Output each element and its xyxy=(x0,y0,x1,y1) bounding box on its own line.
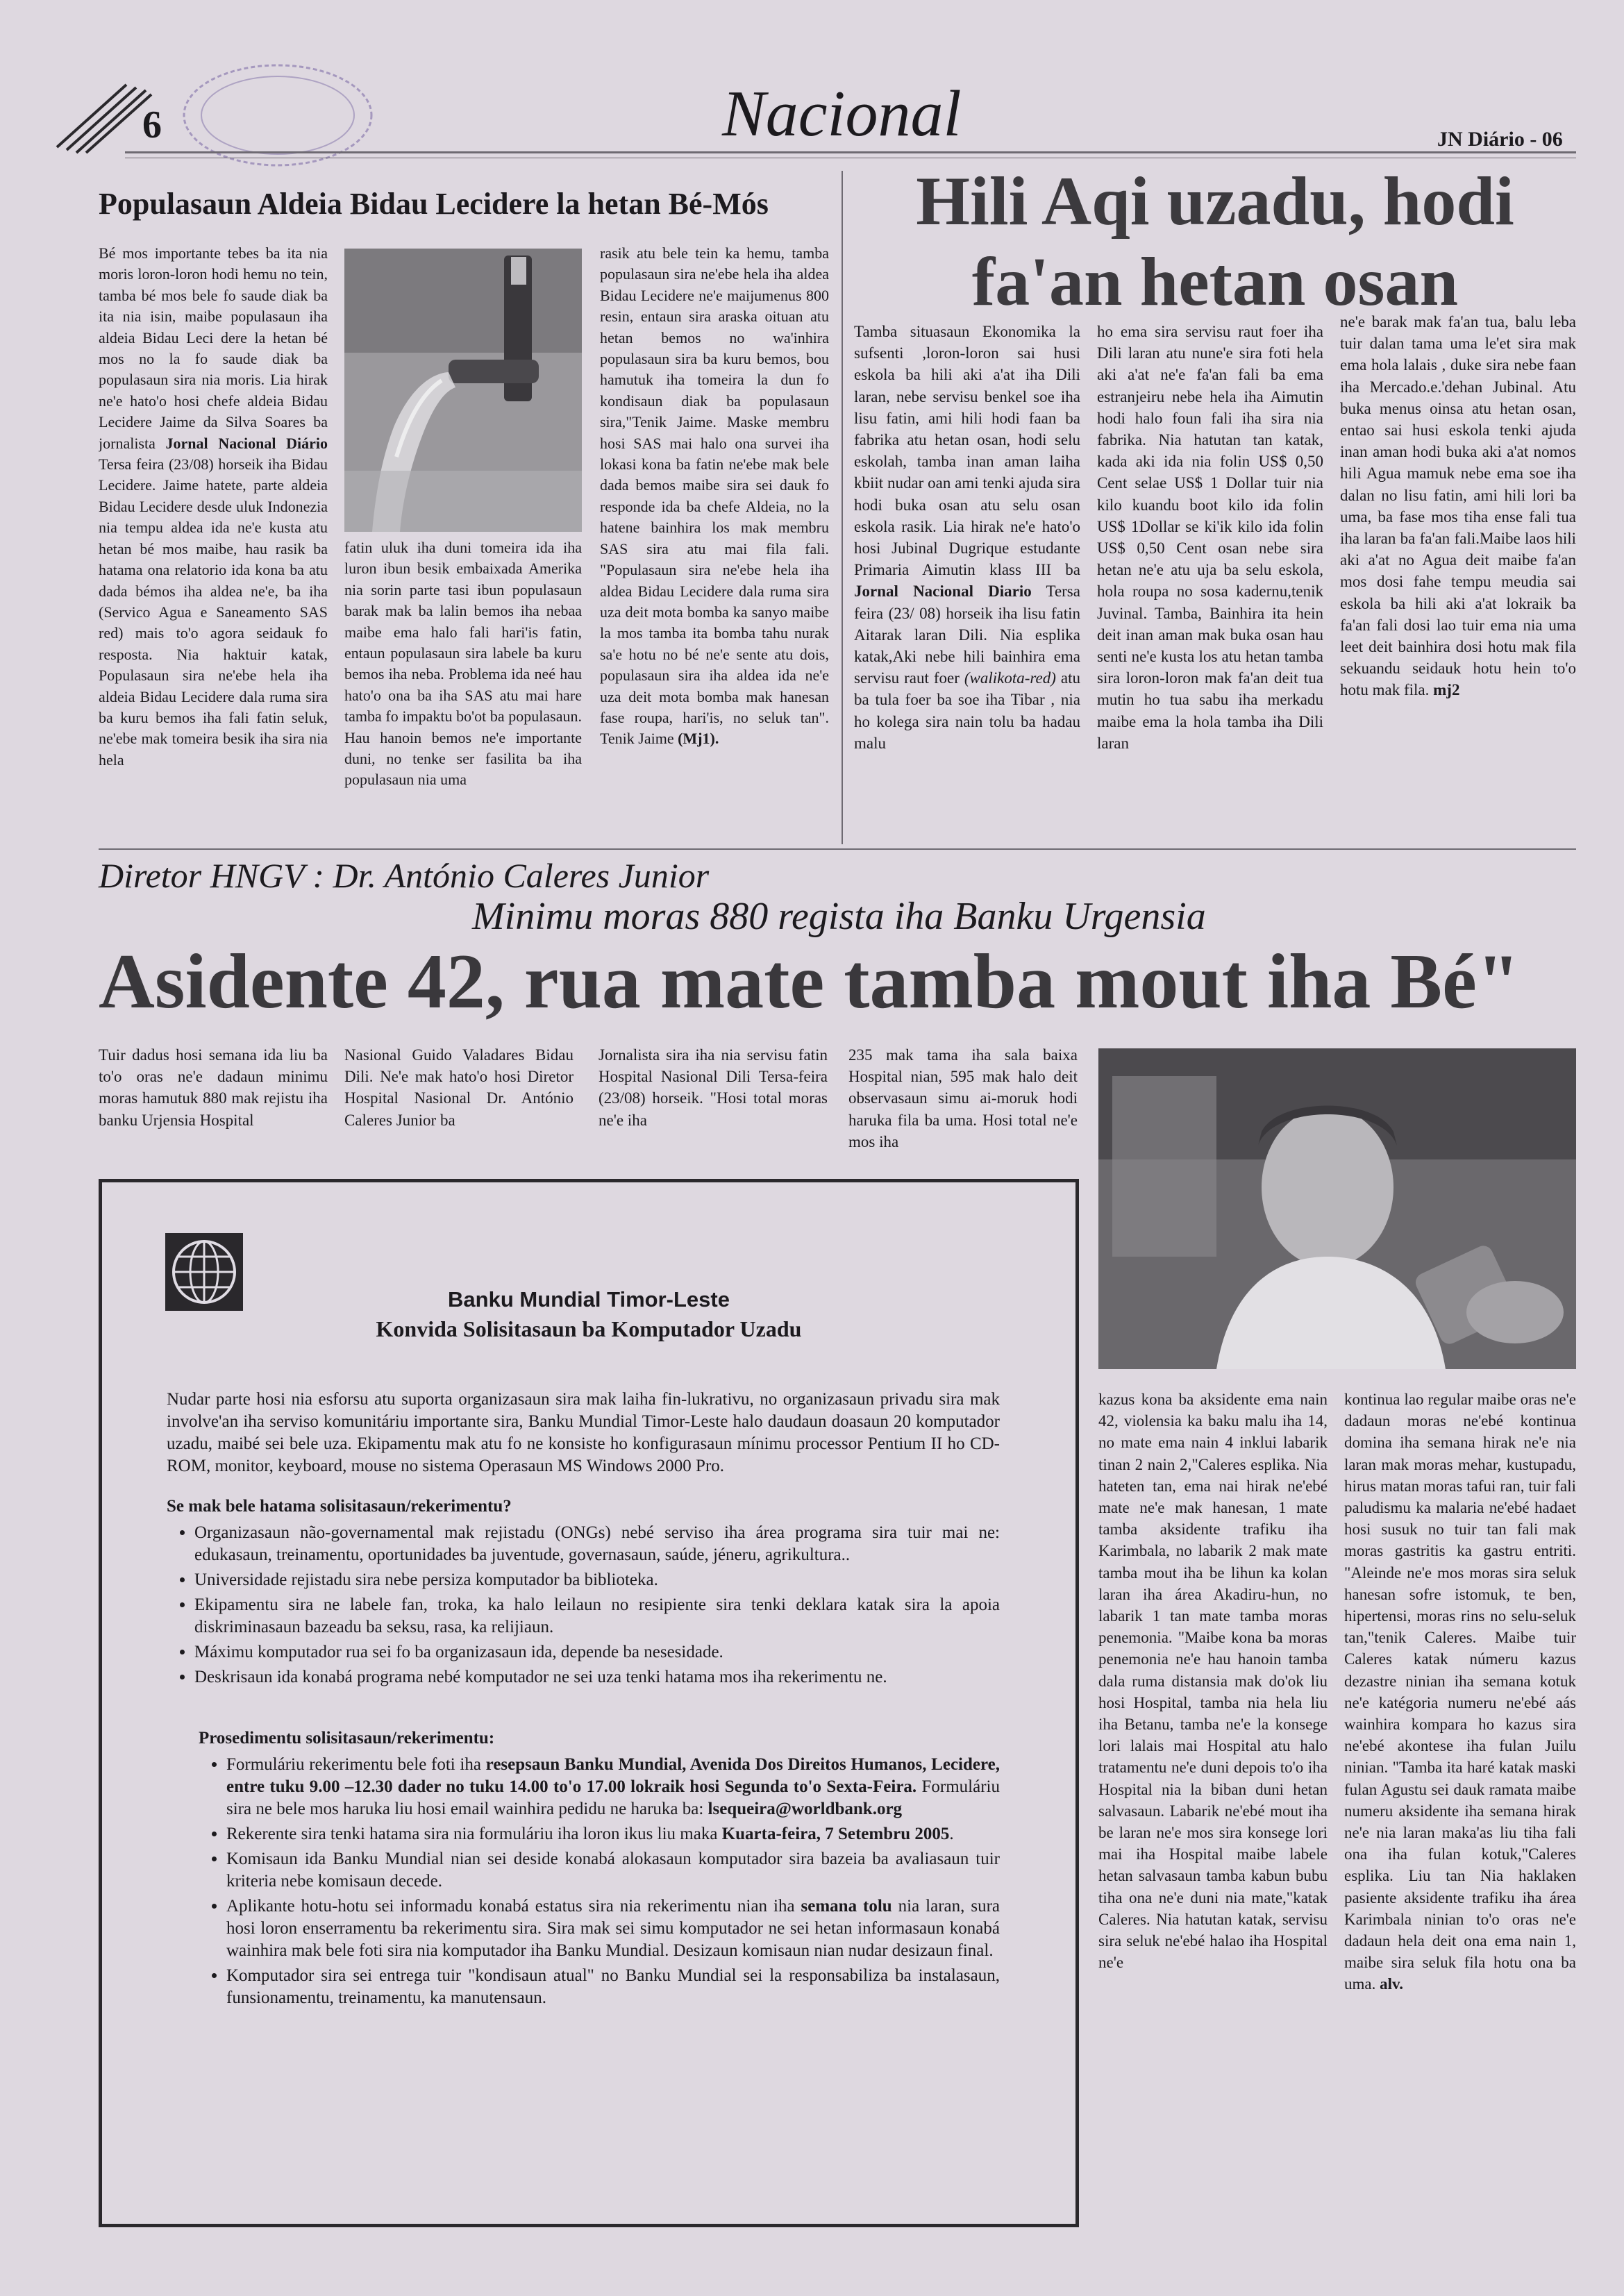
director-photo xyxy=(1098,1048,1576,1369)
ad-body xyxy=(167,1389,1000,2012)
page-number: 6 xyxy=(142,103,162,146)
ad-procedure-item xyxy=(226,1754,1000,1820)
ad-organization: Banku Mundial Timor-Leste xyxy=(448,1287,730,1312)
article2-text-1b: Tersa feira (23/ 08) horseik iha lisu fatin Aitarak laran Dili. Nia esplika katak,Aki nebe hili bainhira ema servisu raut foer xyxy=(854,583,1080,687)
stamp-seal-icon xyxy=(174,60,382,171)
ad-procedure-text: Rekerente sira tenki hatama sira nia formuláriu iha loron ikus liu maka xyxy=(226,1825,722,1843)
article3-column-6 xyxy=(1344,1389,1576,2219)
ad-procedure-item xyxy=(226,1823,1000,1845)
article1-source: Jornal Nacional Diário xyxy=(165,434,328,452)
article3-text-5: kazus kona ba aksidente ema nain 42, violensia ka baku malu iha 14, no mate ema nain 4 inklui labarik tinan 2 nain 2,"Caleres esplika. Nia hateten tan, ema nai hirak ne'ebé mate ne'e mak hanesan, 1 mate tamba aksidente trafiku iha Karimbala, no labarik 2 mak mate tamba mout iha be lihun ka kolan laran iha área Akadiru-hun, no labarik 1 tan mate tamba moras penemonia. "Maibe kona ba moras penemonia ne'e hau hanoin tamba dala ruma distansia mak do'ok liu hosi Hospital, tamba nia hela liu iha Betanu, tamba ne'e la konsege lori lalais mai Hospital atu halo tratamentu ne'e duni depois to'o iha Hospital nia la biban duni hetan salvasaun. Labarik ne'ebé mout iha be laran ne'e mos sira konsege lori mai iha Hospital maibe labele hetan salvasaun tamba kabun bubu tiha ona ne'e duni nia mate,"katak Caleres. Nia hatutan katak, servisu sira seluk ne'ebé halao iha Hospital ne'e xyxy=(1098,1391,1328,1972)
ad-procedure-item xyxy=(226,1895,1000,1962)
article3-title: Asidente 42, rua mate tamba mout iha Bé" xyxy=(99,939,1520,1025)
article1-text-2: fatin uluk iha duni tomeira ida iha luron ibun besik embaixada Amerika nia sorin parte tasi ibun populasaun barak mak ba lalin bemos iha nebaa maibe ema halo fali hari'is fatin, entaun populasaun sira labele ba kuru bemos iha neba. Problema ida neé hau hato'o ona ba iha SAS atu mai hare tamba fo impaktu bo'ot ba populasaun. Hau hanoin bemos ne'e importante duni, no tenke ser fasilita ba iha populasaun nia uma xyxy=(344,539,582,789)
water-tap-photo xyxy=(344,249,582,532)
ad-eligibility-item: • Máximu komputador rua sei fo ba organizasaun ida, depende ba nesesidade. xyxy=(194,1641,1000,1664)
article2-column-2 xyxy=(1097,321,1323,840)
article2-signature: mj2 xyxy=(1433,681,1460,699)
ad-reception-address: resepsaun Banku Mundial, Avenida Dos Direitos Humanos, Lecidere, entre tuku 9.00 –12.30 dader no tuku 14.00 to'o 17.00 lokraik hosi Segunda to'o Sexta-Feira. xyxy=(226,1755,1000,1796)
ad-deadline: Kuarta-feira, 7 Setembru 2005 xyxy=(721,1825,950,1843)
article3-text-2: Nasional Guido Valadares Bidau Dili. Ne'e mak hato'o hosi Diretor Hospital Nasional Dr. António Caleres Junior ba xyxy=(344,1046,574,1129)
ad-procedure-text: . xyxy=(949,1825,954,1843)
article1-text-1b: Tersa feira (23/08) horseik iha Bidau Lecidere. Jaime hatete, parte aldeia Bidau Lecidere desde uluk Indonezia nia tempu aldea ida ne'e kusta atu hetan bé mos maibe, hau rasik ba hatama ona relatorio ida kona ba atu dada bémos iha aldea ne'e, ba iha (Servico Agua e Saneamento SAS red) mais to'o agora seidauk fo resposta. Nia haktuir katak, Populasaun sira ne'ebe hela iha aldeia Bidau Lecidere dala ruma sira ba kuru bemos iha fali fatin seluk, ne'ebe mak tomeira besik iha sira nia hela xyxy=(99,455,328,769)
article1-divider xyxy=(842,171,843,844)
article3-column-4 xyxy=(848,1044,1078,1169)
ad-subtitle: Konvida Solisitasaun ba Komputador Uzadu xyxy=(376,1316,802,1341)
article2-text-1a: Tamba situasaun Ekonomika la sufsenti ,loron-loron sai husi eskola ba hili aki a'at iha Dili laran, nebe servisu benkel soe iha lisu fatin, ami hili hodi faan ba fabrika atu hetan osan, hodi selu eskolah, tamba inan aman laiha kbiit nudar oan ami tenki ajuda sira hodi buka osan atu selu osan eskola rasik. Lia hirak ne'e hato'o hosi Jubinal Dugrique estudante Primaria Aimutin klass III ba xyxy=(854,323,1080,579)
article3-text-3: Jornalista sira iha nia servisu fatin Hospital Nasional Dili Tersa-feira (23/08) horseik. "Hosi total moras ne'e iha xyxy=(598,1046,828,1129)
water-tap-illustration xyxy=(344,249,582,532)
ad-contact-email[interactable]: lsequeira@worldbank.org xyxy=(708,1800,903,1818)
ad-procedure-text: Formuláriu rekerimentu bele foti iha xyxy=(226,1755,486,1774)
article3-kicker-2: Minimu moras 880 regista iha Banku Urgensia xyxy=(472,895,1206,938)
ad-eligibility-item: • Universidade rejistadu sira nebe persiza komputador ba biblioteka. xyxy=(194,1569,1000,1591)
section-title: Nacional xyxy=(722,78,962,150)
article1-text-3: rasik atu bele tein ka hemu, tamba populasaun sira ne'ebe hela iha aldea Bidau Lecidere ne'e maijumenus 800 resin, entaun sira araska oituan atu hetan bemos no wa'inhira populasaun sira ba kuru bemos, bou hamutuk iha tomeira la dun fo kondisaun diak ba populasaun sira,"Tenik Jaime. Maske membru hosi SAS mai halo ona survei iha lokasi kona ba fatin ne'ebe mak bele dada bemos maibe sira sei dauk fo responde ida ba chefe Aldeia, no la hatene bainhira los mak membru SAS sira atu mai fila fali. "Populasaun sira ne'ebe hela iha aldea Bidau Lecidere dala ruma sira uza deit mota bomba ka sanyo maibe la mos tamba ita bomba tahu nurak sa'e hotu no bé ne'e sente atu dois, populasaun sira iha aldea ida ne'e uza deit mota bomba mak hanesan fase roupa, hari'is, no seluk tan". Tenik Jaime xyxy=(600,244,829,748)
ad-who-heading: Se mak bele hatama solisitasaun/rekerimentu? xyxy=(167,1497,512,1516)
article2-text-3: ne'e barak mak fa'an tua, balu leba tuir dalan tama uma le'et sira mak ema hola lalais , duke sira nebe faan iha Mercado.e.'dehan Jubinal. Atu buka menus oinsa atu hetan osan, entao sai husi eskola tenki ajuda inan aman hodi buka aki a'at nomos hili Agua mamuk nebe ema soe iha dalan no lisu fatin, ami hili lori ba uma, ba fase mos tiha ense fali tua iha laran ba fa'an fali.Maibe laos hili aki a'at no Agua deit maibe fa'an mos dosi fahe tempu meudia sai eskola ba hili aki a'at lokraik ba fa'an fali dosi lao tuir ema nia uma leet deit bainhira dosi hotu mak fila sekuandu seidauk hotu hein to'o hotu mak fila. xyxy=(1340,313,1576,699)
article3-column-3 xyxy=(598,1044,828,1169)
article2-text-2: ho ema sira servisu raut foer iha Dili laran atu nune'e sira foti hela aki a'at ne'e fa'an fali ba ema estranjeiru nebe hela iha Aimutin hodi halo foun fali iha sira nia fabrika. Nia hatutan tan katak, kada aki ida nia folin US$ 0,50 Cent selae US$ 1 Dollar tuir nia kilo kuandu boot kilo ida folin US$ 1Dollar se ki'ik kilo ida folin US$ 0,50 Cent osan nebe sira hetan ne'e atu uja ba selu eskola, hola roupa no sosa kadernu,tenik Juvinal. Tamba, Bainhira ita hein deit inan aman mak buka osan hau senti ne'e kusta los atu hetan tamba sira loron-loron mak fa'an deit tua mutin ho tua sabu iha merkadu maibe ema la hola tamba iha Dili laran xyxy=(1097,323,1323,752)
ad-eligibility-item: • Ekipamentu sira ne labele fan, troka, ka halo leilaun no resipiente sira tenki deklara katak sira la apoia diskriminasaun bazeadu ba seksu, rasa, ka relijiaun. xyxy=(194,1594,1000,1639)
ad-procedure-text: nia laran, sura hosi loron enserramentu ba rekerimentu sira. Sira mak sei simu komputador ne sei hetan informasaun konabá wainhira mak bele foti sira nia komputador iha Banku Mundial. Desizaun komisaun nian nudar desizaun final. xyxy=(226,1897,1001,1960)
director-portrait-illustration xyxy=(1098,1048,1576,1369)
header-rule xyxy=(125,151,1576,153)
article3-column-1 xyxy=(99,1044,328,1169)
article2-text-1c: atu ba tula foer ba soe iha Tibar , nia ho kolega sira nain tolu ba hadau malu xyxy=(854,669,1080,752)
section-divider xyxy=(99,848,1576,850)
ad-notice-period: semana tolu xyxy=(801,1897,892,1916)
ad-eligibility-list xyxy=(167,1522,1000,1689)
article1-text-1a: Bé mos importante tebes ba ita nia moris loron-loron hodi hemu no tein, tamba bé mos bele fo saude diak ba ita nia isin, maibe populasaun iha aldeia Bidau Leci dere la hetan bé mos no la fo saude diak ba populasaun sira nia moris. Lia hirak ne'e hato'o hosi chefe aldeia Bidau Lecidere Jaime da Silva Soares ba jornalista xyxy=(99,244,328,452)
ad-procedure-text: Aplikante hotu-hotu sei informadu konabá estatus sira nia rekerimentu nian iha xyxy=(226,1897,801,1916)
article3-kicker-1: Diretor HNGV : Dr. António Caleres Junior xyxy=(99,856,710,895)
ad-procedure-item: • Komisaun ida Banku Mundial nian sei deside konabá alokasaun komputador sira bazeia ba avaliasaun tuir kriteria nebe komisaun decede. xyxy=(226,1848,1000,1893)
publication-name: JN Diário - 06 xyxy=(1437,128,1563,151)
article2-source: Jornal Nacional Diario xyxy=(854,583,1032,601)
article2-title-line2: fa'an hetan osan xyxy=(971,243,1459,320)
article2-column-3 xyxy=(1340,311,1576,840)
article3-column-2 xyxy=(344,1044,574,1169)
ad-procedure-list xyxy=(167,1754,1000,2009)
article1-column-3 xyxy=(600,243,829,840)
article3-text-6: kontinua lao regular maibe oras ne'e dadaun moras ne'ebé kontinua domina iha semana hirak ne'e nia laran mak moras mehar, kustupadu, hirus matan moras tafui ran, tuir fali paludismu ka malaria ne'ebé hadaet hosi susuk no tuir tan fali mak moras gastritis ka gastru entriti. "Aleinde ne'e mos moras sira seluk hanesan sofre istomuk, te ben, hipertensi, moras rins no selu-seluk tan,"tenik Caleres. Maibe tuir Caleres katak númeru kazus dezastre ninian iha semana kotuk ne'e katégoria numeru ne'ebé aás wainhira kompara ho kazus sira ne'ebé akontese iha fulan Juilu ninian. "Tamba ita haré katak maski fulan Agustu sei dauk ramata maibe numeru aksidente iha semana hirak ne'e nia laran maka'as liu tiha fali ona iha fulan kotuk,"Caleres esplika. Liu tan Nia haklaken pasiente aksidente trafiku iha área Karimbala ninian to'o oras ne'e dadaun hela deit ona ema nain 1, maibe sira seluk fila hotu ona ba uma. xyxy=(1344,1391,1576,1993)
ad-eligibility-item: • Organizasaun não-governamental mak rejistadu (ONGs) nebé serviso iha área programa sira tuir mai ne: edukasaun, treinamentu, oportunidades ba juventude, governasaun, saúde, jéneru, agrikultura.. xyxy=(194,1522,1000,1566)
article2-title-line1: Hili Aqi uzadu, hodi xyxy=(916,162,1514,240)
article1-column-2 xyxy=(344,537,582,840)
article1-column-1 xyxy=(99,243,328,840)
article2-note: (walikota-red) xyxy=(964,669,1056,687)
article3-signature: alv. xyxy=(1380,1975,1403,1993)
ad-eligibility-item: • Deskrisaun ida konabá programa nebé komputador ne sei uza tenki hatama mos iha rekerimentu ne. xyxy=(194,1666,1000,1689)
ad-intro: Nudar parte hosi nia esforsu atu suporta organizasaun sira mak laiha fin-lukrativu, no organizasaun privadu sira mak involve'an iha serviso komunitáriu importante sira, Banku Mundial Timor-Leste halo daudaun doasaun 20 komputador uzadu, maibé sei bele uza. Ekipamentu mak atu fo ne konsiste ho konfigurasaun mínimu processor Pentium II ho CD-ROM, monitor, keyboard, mouse no sistema Operasaun MS Windows 2000 Pro. xyxy=(167,1390,1000,1475)
ad-procedure-heading: Prosedimentu solisitasaun/rekerimentu: xyxy=(199,1729,495,1748)
article1-signature: (Mj1). xyxy=(678,730,719,748)
ad-procedure-text: Formuláriu sira ne bele mos haruka liu hosi email wainhira pedidu ne haruka ba: xyxy=(226,1777,1000,1818)
ad-procedure-item: • Komputador sira sei entrega tuir "kondisaun atual" no Banku Mundial sei la responsabiliza ba instalasaun, funsionamentu, treinamentu, ka manutensaun. xyxy=(226,1965,1000,2009)
article1-title: Populasaun Aldeia Bidau Lecidere la hetan Bé-Mós xyxy=(99,187,769,221)
article2-column-1 xyxy=(854,321,1080,840)
article3-text-1: Tuir dadus hosi semana ida liu ba to'o oras ne'e dadaun minimu moras hamutuk 880 mak rejistu iha banku Urjensia Hospital xyxy=(99,1046,328,1129)
article3-text-4: 235 mak tama iha sala baixa Hospital nian, 595 mak halo deit observasaun simu ai-moruk hodi haruka fila ba uma. Hosi total ne'e mos iha xyxy=(848,1046,1078,1150)
article3-column-5 xyxy=(1098,1389,1328,2219)
